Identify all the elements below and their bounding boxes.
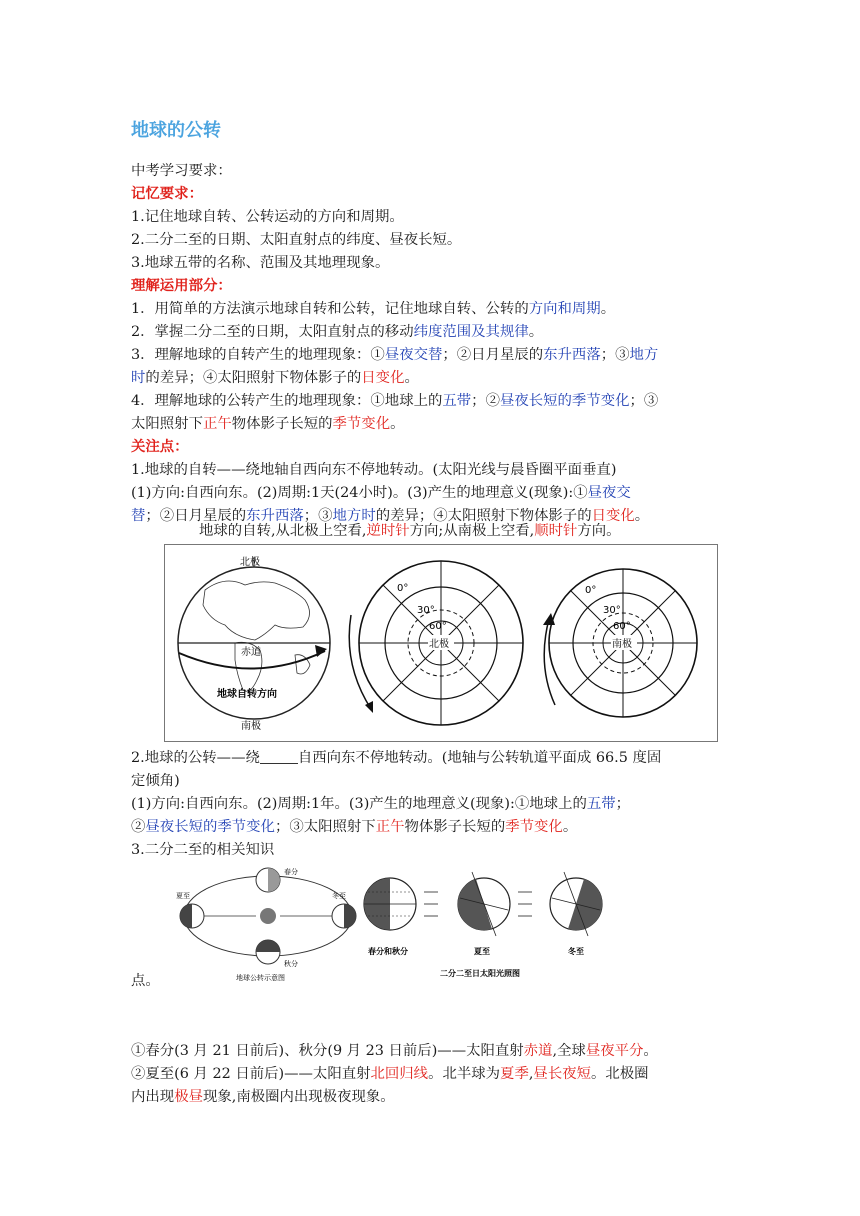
equinox-label: 春分和秋分 — [368, 947, 408, 956]
focus-line-2: (1)方向:自西向东。(2)周期:1天(24小时)。(3)产生的地理意义(现象):①昼夜交 — [131, 485, 631, 501]
revolution-line-2: 定倾角) — [131, 773, 180, 789]
solstice-heading: 3.二分二至的相关知识 — [131, 842, 275, 858]
summer-solstice-globe — [458, 872, 532, 956]
memory-item-3: 3.地球五带的名称、范围及其地理现象。 — [131, 255, 390, 271]
polar-day-line: 内出现极昼现象,南极圈内出现极夜现象。 — [131, 1089, 395, 1105]
north-pole-center-label: 北极 — [429, 639, 449, 650]
lat-30-label: 30° — [417, 605, 435, 616]
revolution-line-4: ②昼夜长短的季节变化；③太阳照射下正午物体影子长短的季节变化。 — [131, 819, 578, 835]
intro-line: 中考学习要求： — [131, 163, 232, 179]
qiufen-label: 秋分 — [284, 960, 298, 968]
south-pole-center-label: 南极 — [612, 639, 632, 650]
focus-line-1: 1.地球的自转——绕地轴自西向东不停地转动。(太阳光线与晨昏圈平面垂直) — [131, 462, 617, 478]
globe-diagram — [178, 555, 330, 732]
understand-item-3-line1: 3．理解地球的自转产生的地理现象：①昼夜交替；②日月星辰的东升西落；③地方 — [131, 347, 659, 363]
understand-item-4-line1: 4．理解地球的公转产生的地理现象：①地球上的五带；②昼夜长短的季节变化；③ — [131, 393, 659, 409]
lat-60-label: 60° — [429, 621, 447, 632]
south-pole-label: 南极 — [241, 721, 261, 732]
solstice-figure — [176, 862, 616, 984]
sp-lat-60-label: 60° — [613, 621, 631, 632]
solstice-figure-svg — [176, 862, 616, 984]
summer-label: 夏至 — [474, 947, 490, 956]
orbit-caption: 地球公转示意图 — [236, 974, 285, 982]
south-pole-view — [543, 569, 697, 717]
understand-item-4-line2: 太阳照射下正午物体影子长短的季节变化。 — [131, 416, 405, 432]
understand-item-3-line2: 时的差异；④太阳照射下物体影子的日变化。 — [131, 370, 419, 386]
rotation-direction-line: 地球的自转,从北极上空看,逆时针方向;从南极上空看,顺时针方向。 — [199, 523, 621, 539]
revolution-line-1: 2.地球的公转——绕 自西向东不停地转动。(地轴与公转轨道平面成 66.5 度固 — [131, 750, 662, 766]
sp-lat-0-label: 0° — [585, 585, 597, 596]
winter-solstice-globe — [550, 872, 602, 956]
light-caption: 二分二至日太阳光照图 — [440, 969, 520, 978]
chunfen-label: 春分 — [284, 868, 298, 876]
sp-lat-30-label: 30° — [603, 605, 621, 616]
summer-solstice-line: ②夏至(6 月 22 日前后)——太阳直射北回归线。北半球为夏季,昼长夜短。北极圈 — [131, 1066, 649, 1082]
memory-heading: 记忆要求： — [131, 186, 203, 202]
lat-0-label: 0° — [397, 583, 409, 594]
equinox-line: ①春分(3 月 21 日前后)、秋分(9 月 23 日前后)——太阳直射赤道,全球昼夜平分。 — [131, 1043, 658, 1059]
equator-label: 赤道 — [241, 647, 261, 658]
dot-line: 点。 — [131, 973, 160, 989]
focus-heading: 关注点： — [131, 439, 189, 455]
page-title: 地球的公转 — [131, 120, 221, 141]
fill-blank[interactable] — [260, 749, 298, 764]
rotation-direction-label: 地球自转方向 — [217, 689, 277, 700]
memory-item-2: 2.二分二至的日期、太阳直射点的纬度、昼夜长短。 — [131, 232, 462, 248]
memory-item-1: 1.记住地球自转、公转运动的方向和周期。 — [131, 209, 404, 225]
north-pole-view — [349, 561, 523, 725]
dongzhi-orbit-label: 冬至 — [332, 892, 346, 900]
understand-item-1: 1．用简单的方法演示地球自转和公转，记住地球自转、公转的方向和周期。 — [131, 301, 616, 317]
understand-item-2: 2．掌握二分二至的日期，太阳直射点的移动纬度范围及其规律。 — [131, 324, 544, 340]
xiazhi-orbit-label: 夏至 — [176, 892, 190, 900]
focus-line-3: 替；②日月星辰的东升西落；③地方时的差异；④太阳照射下物体影子的日变化。 — [131, 508, 650, 524]
orbit-diagram — [176, 867, 356, 982]
revolution-line-3: (1)方向:自西向东。(2)周期:1年。(3)产生的地理意义(现象):①地球上的五带； — [131, 796, 631, 812]
understand-heading: 理解运用部分： — [131, 278, 232, 294]
equinox-globe — [364, 878, 438, 956]
north-pole-label: 北极 — [240, 557, 260, 568]
winter-label: 冬至 — [568, 947, 584, 956]
rotation-figure-svg — [165, 545, 717, 741]
rotation-figure — [164, 544, 718, 742]
